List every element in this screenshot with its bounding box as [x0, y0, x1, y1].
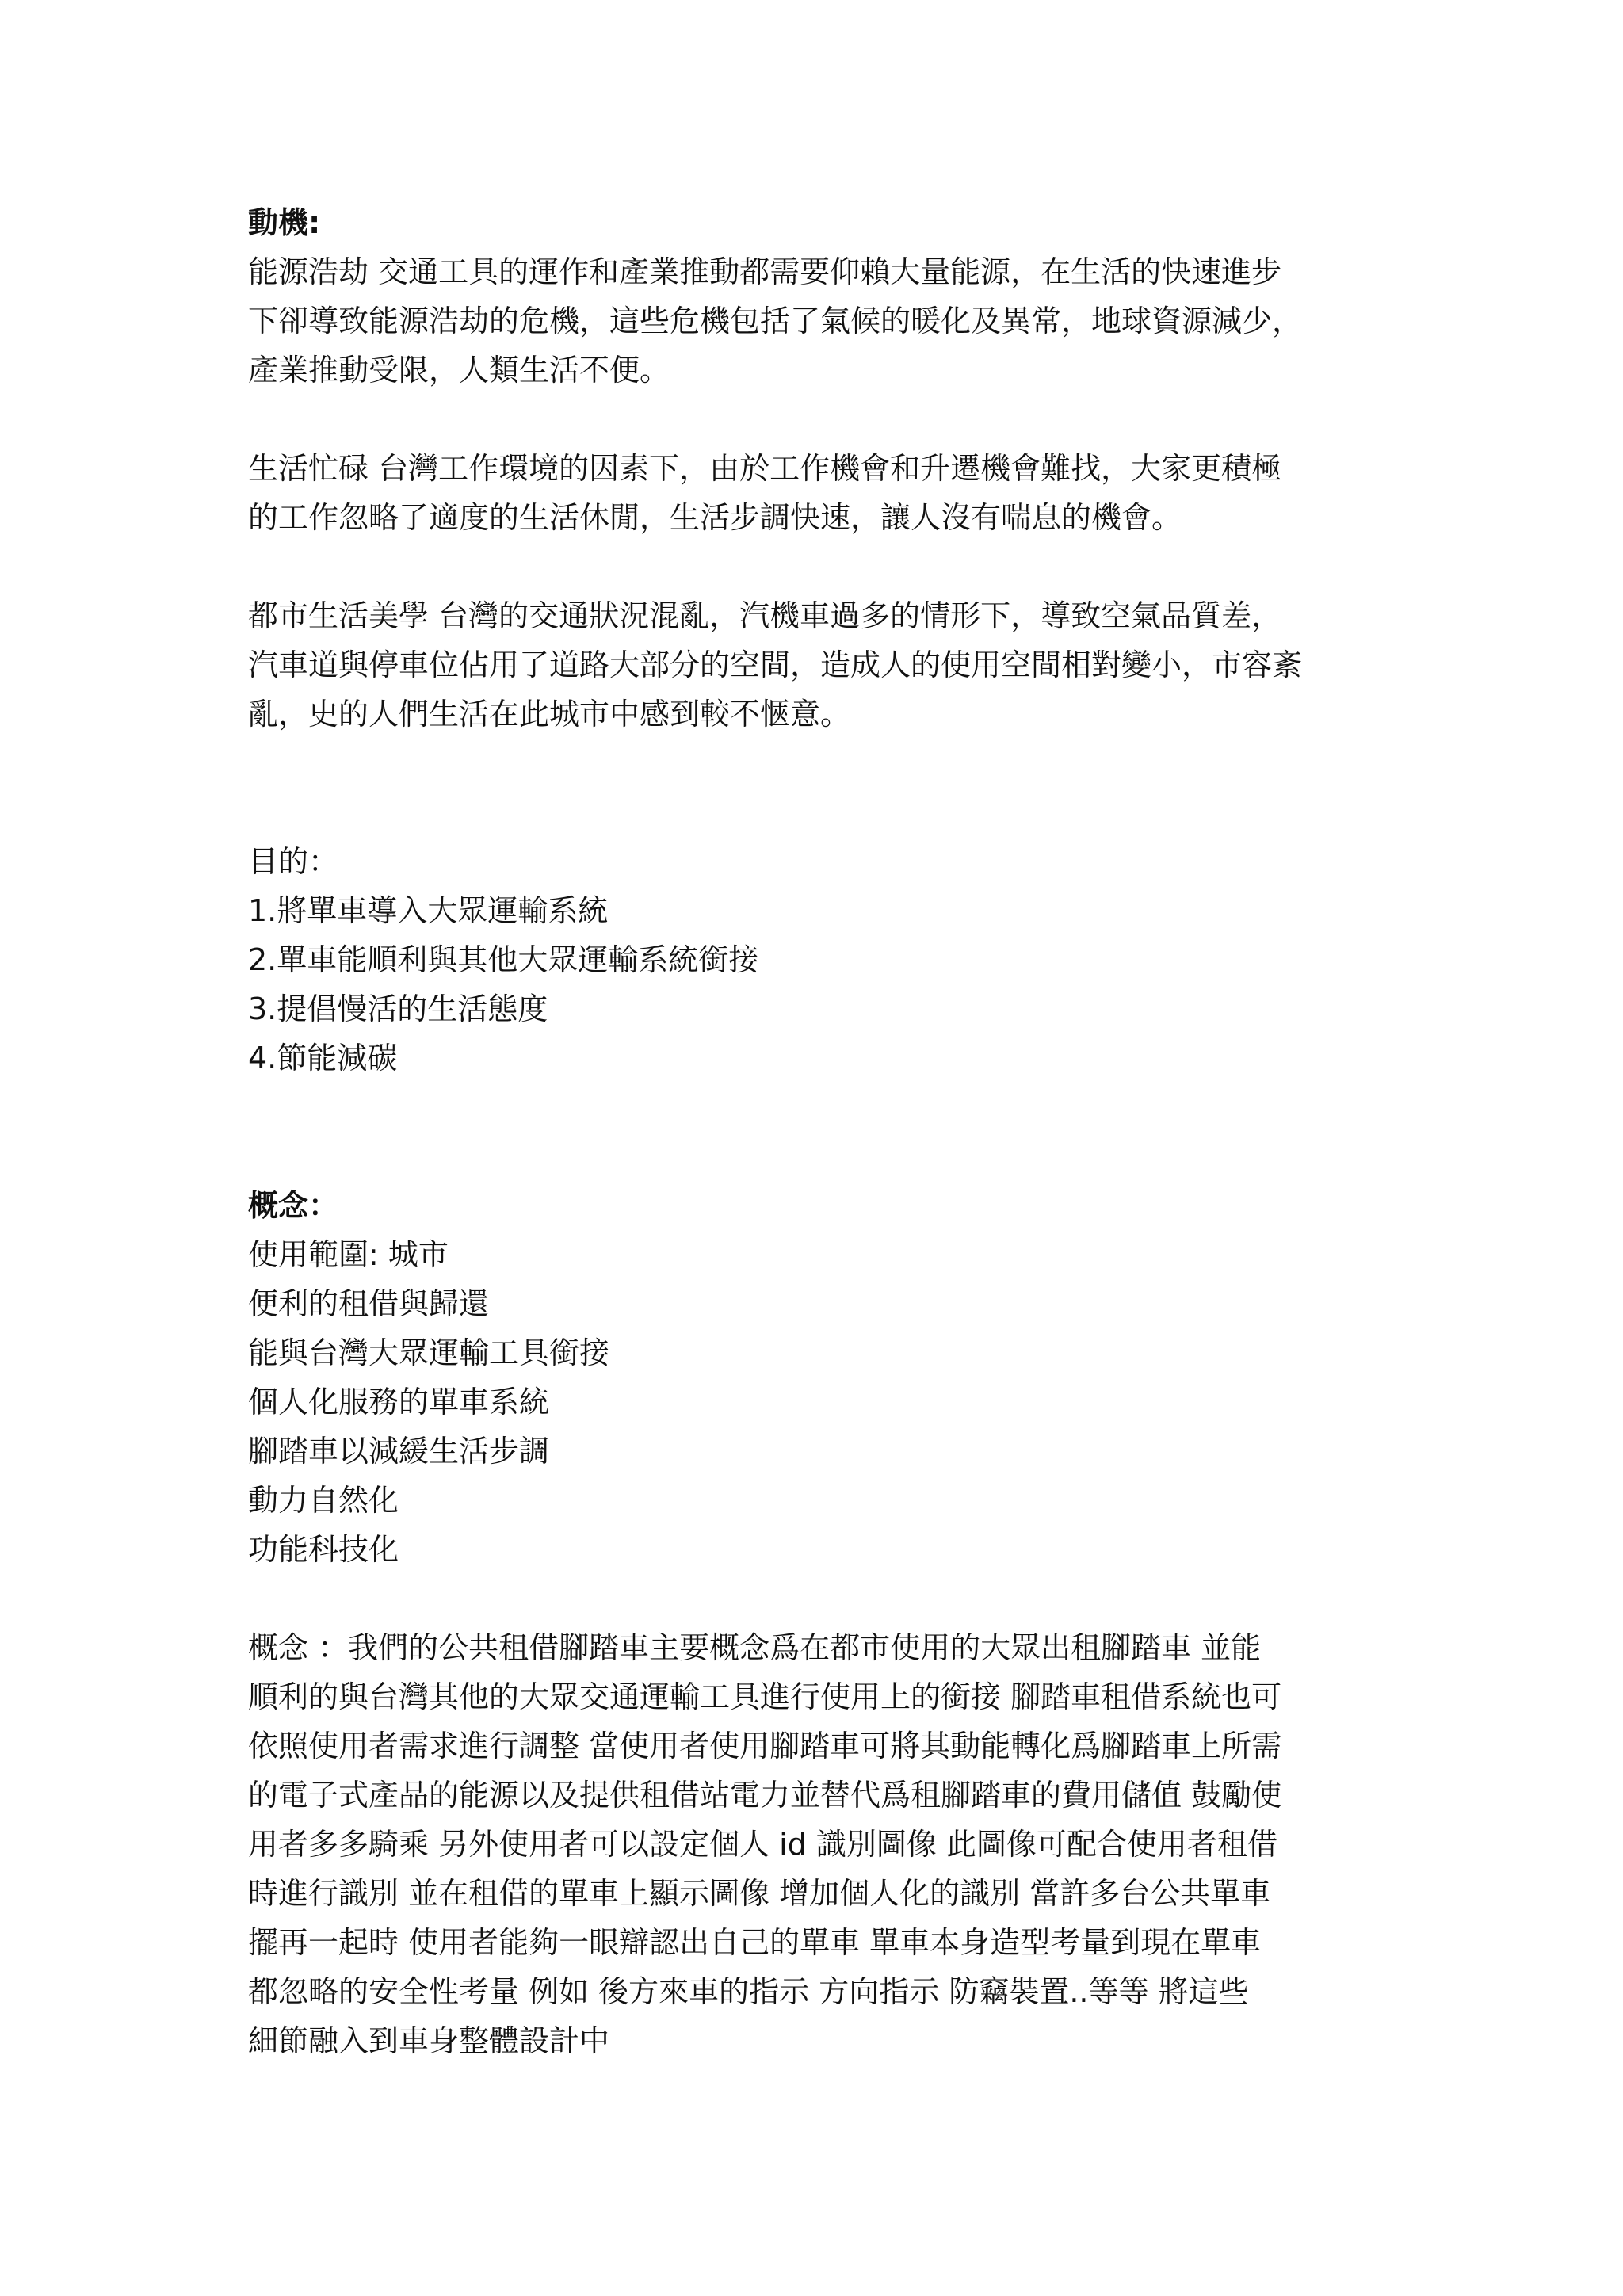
spacer — [248, 1083, 1389, 1181]
paragraph-line: 的電子式產品的能源以及提供租借站電力並替代爲租腳踏車的費用儲值 鼓勵使 — [248, 1778, 1282, 1813]
paragraph-line: 的工作忽略了適度的生活休閒，生活步調快速，讓人沒有喘息的機會。 — [248, 500, 1182, 535]
list-item: 功能科技化 — [248, 1532, 399, 1567]
list-item: 1.將單車導入大眾運輸系統 — [248, 893, 609, 928]
paragraph-line: 汽車道與停車位佔用了道路大部分的空間，造成人的使用空間相對變小，市容紊 — [248, 648, 1303, 682]
spacer — [248, 1574, 1389, 1623]
purpose-list — [248, 886, 1389, 1083]
paragraph-line: 依照使用者需求進行調整 當使用者使用腳踏車可將其動能轉化爲腳踏車上所需 — [248, 1729, 1282, 1763]
motivation-paragraph-busy-life — [248, 444, 1389, 542]
purpose-heading: 目的： — [248, 844, 339, 879]
paragraph-line: 生活忙碌 台灣工作環境的因素下，由於工作機會和升遷機會難找，大家更積極 — [248, 451, 1282, 486]
paragraph-line: 擺再一起時 使用者能夠一眼辯認出自己的單車 單車本身造型考量到現在單車 — [248, 1925, 1262, 1960]
paragraph-line: 用者多多騎乘 另外使用者可以設定個人 id 識別圖像 此圖像可配合使用者租借 — [248, 1827, 1277, 1862]
paragraph-line: 產業推動受限，人類生活不便。 — [248, 353, 670, 388]
document-page — [248, 198, 1389, 2065]
paragraph-line: 都市生活美學 台灣的交通狀況混亂，汽機車過多的情形下，導致空氣品質差， — [248, 598, 1282, 633]
paragraph-line: 順利的與台灣其他的大眾交通運輸工具進行使用上的銜接 腳踏車租借系統也可 — [248, 1679, 1282, 1714]
paragraph-line: 下卻導致能源浩劫的危機，這些危機包括了氣候的暖化及異常，地球資源減少， — [248, 304, 1303, 338]
paragraph-line: 細節融入到車身整體設計中 — [248, 2023, 610, 2058]
paragraph-line: 亂，史的人們生活在此城市中感到較不愜意。 — [248, 697, 851, 732]
list-item: 2.單車能順利與其他大眾運輸系統銜接 — [248, 942, 759, 977]
paragraph-line: 時進行識別 並在租借的單車上顯示圖像 增加個人化的識別 當許多台公共單車 — [248, 1876, 1271, 1911]
motivation-paragraph-energy — [248, 247, 1389, 395]
list-item: 便利的租借與歸還 — [248, 1286, 490, 1321]
list-item: 4.節能減碳 — [248, 1041, 398, 1075]
list-item: 3.提倡慢活的生活態度 — [248, 991, 548, 1026]
paragraph-line: 能源浩劫 交通工具的運作和產業推動都需要仰賴大量能源，在生活的快速進步 — [248, 254, 1282, 289]
list-item: 個人化服務的單車系統 — [248, 1385, 550, 1419]
motivation-paragraph-urban-aesthetics — [248, 591, 1389, 739]
spacer — [248, 395, 1389, 444]
list-item: 使用範圍: 城市 — [248, 1237, 449, 1272]
list-item: 動力自然化 — [248, 1483, 399, 1518]
paragraph-line: 概念 ：我們的公共租借腳踏車主要概念爲在都市使用的大眾出租腳踏車 並能 — [248, 1630, 1262, 1665]
paragraph-line: 都忽略的安全性考量 例如 後方來車的指示 方向指示 防竊裝置..等等 將這些 — [248, 1974, 1249, 2009]
concept-list — [248, 1230, 1389, 1574]
list-item: 能與台灣大眾運輸工具銜接 — [248, 1335, 610, 1370]
spacer — [248, 542, 1389, 591]
concept-heading: 概念： — [248, 1188, 339, 1223]
motivation-heading: 動機: — [248, 205, 321, 240]
spacer — [248, 739, 1389, 837]
concept-paragraph — [248, 1623, 1389, 2065]
list-item: 腳踏車以減緩生活步調 — [248, 1434, 550, 1469]
